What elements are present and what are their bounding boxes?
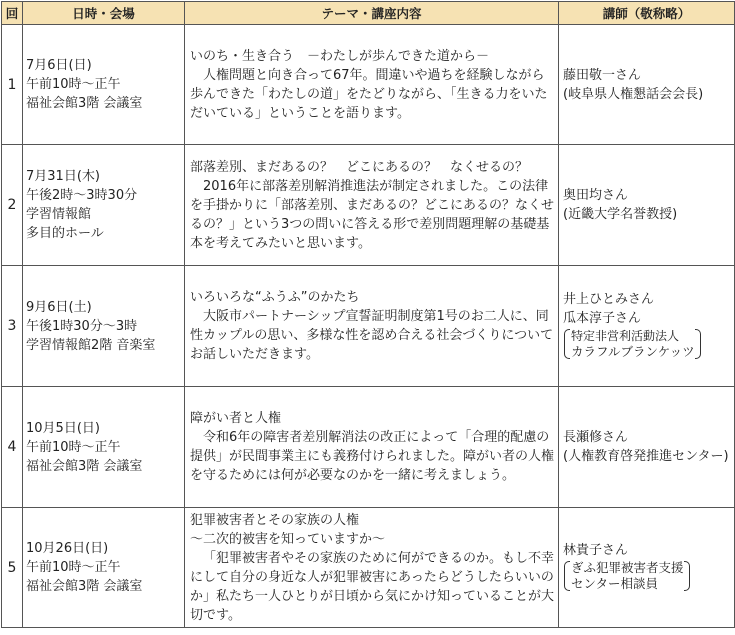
session-datetime xyxy=(23,25,185,145)
lecturer-affiliation xyxy=(563,328,695,360)
session-venue: 福祉会館3階 会議室 xyxy=(26,458,143,474)
affiliation-line: センター相談員 xyxy=(571,576,659,591)
session-lecturer xyxy=(559,145,735,266)
affiliation-line: カラフルブランケッツ xyxy=(571,344,695,359)
session-date: 7月31日(木) xyxy=(26,169,100,184)
lecturer-name: 井上ひとみさん xyxy=(563,292,655,307)
theme-title: いのち・生き合う －わたしが歩んできた道から－ xyxy=(190,48,490,64)
lecturer-name: 瓜本淳子さん xyxy=(563,311,642,326)
table-row xyxy=(2,25,735,145)
session-date: 10月26日(日) xyxy=(26,541,109,556)
affiliation-line: 特定非営利活動法人 xyxy=(571,329,680,343)
session-theme xyxy=(185,266,559,387)
header-theme: テーマ・講座内容 xyxy=(185,2,559,25)
session-number: 3 xyxy=(2,266,23,387)
session-number: 2 xyxy=(2,145,23,266)
session-venue: 福祉会館3階 会議室 xyxy=(26,579,143,594)
session-theme xyxy=(185,387,559,508)
lecturer-name: 奥田均さん xyxy=(563,188,629,203)
session-date: 9月6日(土) xyxy=(26,299,92,315)
affiliation-line: ぎふ犯罪被害者支援 xyxy=(571,560,684,575)
session-number: 4 xyxy=(2,387,23,508)
table-row xyxy=(2,145,735,266)
header-datetime: 日時・会場 xyxy=(23,2,185,25)
theme-title: 犯罪被害者とその家族の人権 xyxy=(190,512,360,528)
lecturer-affiliation: (近畿大学名誉教授) xyxy=(563,207,678,222)
table-row xyxy=(2,508,735,628)
session-theme xyxy=(185,145,559,266)
lecturer-affiliation: (人権教育啓発推進センター) xyxy=(563,449,729,464)
header-lecturer: 講師（敬称略） xyxy=(559,2,735,25)
lecturer-name: 長瀬修さん xyxy=(563,430,629,445)
session-venue: 学習情報館 xyxy=(26,207,92,222)
session-lecturer xyxy=(559,25,735,145)
session-number: 1 xyxy=(2,25,23,145)
theme-description: 人権問題と向き合って67年。間違いや過ちを経験しながら歩んできた「わたしの道」をたどりながら、「生きる力をいただいている」ということを語ります。 xyxy=(190,67,548,121)
session-time: 午前10時～正午 xyxy=(26,439,121,455)
session-time: 午前10時～正午 xyxy=(26,77,121,92)
theme-title: 部落差別、まだあるの？ どこにあるの？ なくせるの？ xyxy=(190,159,529,175)
session-venue-room: 多目的ホール xyxy=(26,226,104,241)
theme-description: 「犯罪被害者やその家族のために何ができるのか。もし不幸にして自分の身近な人が犯罪被害にあったらどうしたらいいのか」私たち一人ひとりが日頃から気にかけ知っていることが大切です。 xyxy=(190,550,555,623)
session-lecturer xyxy=(559,508,735,628)
session-datetime xyxy=(23,387,185,508)
theme-description: 大阪市パートナーシップ宣誓証明制度第1号のお二人に、同性カップルの思い、多様な性を認め合える社会づくりについてお話しいただきます。 xyxy=(190,309,554,362)
session-theme xyxy=(185,508,559,628)
session-datetime xyxy=(23,266,185,387)
theme-subtitle: ～二次的被害を知っていますか～ xyxy=(190,531,386,547)
session-time: 午後2時～3時30分 xyxy=(26,188,138,203)
session-lecturer xyxy=(559,266,735,387)
table-row xyxy=(2,387,735,508)
session-lecturer xyxy=(559,387,735,508)
lecture-schedule-table xyxy=(1,1,735,628)
table-header-row xyxy=(2,2,735,25)
session-time: 午前10時～正午 xyxy=(26,560,121,575)
lecturer-name: 藤田敬一さん xyxy=(563,67,642,83)
session-datetime xyxy=(23,508,185,628)
session-datetime xyxy=(23,145,185,266)
header-no: 回 xyxy=(2,2,23,25)
lecturer-name: 林貴子さん xyxy=(563,543,629,558)
session-number: 5 xyxy=(2,508,23,628)
theme-title: いろいろな“ふうふ”のかたち xyxy=(190,290,360,305)
lecturer-affiliation xyxy=(563,560,684,592)
lecturer-affiliation: (岐阜県人権懇話会会長) xyxy=(563,86,704,102)
session-date: 10月5日(日) xyxy=(26,420,100,436)
session-date: 7月6日(日) xyxy=(26,58,92,73)
session-theme xyxy=(185,25,559,145)
theme-description: 2016年に部落差別解消推進法が制定されました。この法律を手掛かりに「部落差別、まだあるの？どこにあるの？なくせるの？」という3つの問いに答える形で差別問題理解の基礎基本を考えてみたいと思います。 xyxy=(190,178,555,251)
session-venue: 福祉会館3階 会議室 xyxy=(26,96,143,111)
theme-description: 令和6年の障害者差別解消法の改正によって「合理的配慮の提供」が民間事業主にも義務付けられました。障がい者の人権を守るためには何が必要なのかを一緒に考えましょう。 xyxy=(190,430,555,483)
session-time: 午後1時30分～3時 xyxy=(26,318,138,334)
theme-title: 障がい者と人権 xyxy=(190,411,282,426)
table-row xyxy=(2,266,735,387)
session-venue: 学習情報館2階 音楽室 xyxy=(26,337,156,353)
